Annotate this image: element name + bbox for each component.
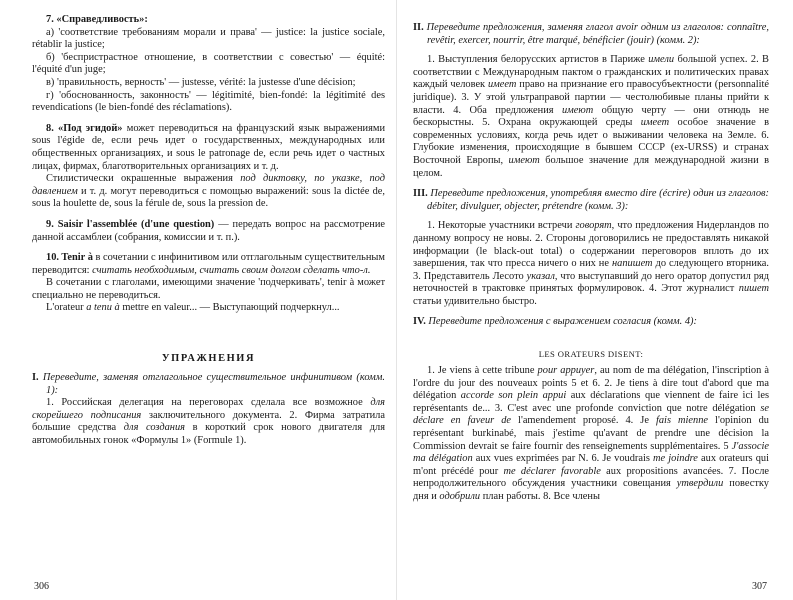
section-7-item-a: а) 'соответствие требованиям морали и права' — justice: la justice sociale, rétablir la justice; [32, 26, 385, 51]
exercise-4-subtitle: LES ORATEURS DISENT: [538, 349, 644, 360]
exercise-1-text: 1. Российская делегация на переговорах сделала все возможное для скорейшего подписания заключительного документа. 2. Фирма затратила большие средства для создания в короткий срок нового двигателя для автомобильных гонок «Формулы 1» (Formule 1). [32, 397, 386, 447]
page-number-right: 307 [752, 581, 767, 592]
section-8-paragraph-2: Стилистически окрашенные выражения под диктовку, по указке, под давлением и т. д. могут переводиться с помощью выражений: sous la dictée de, sous la houlette de, sous la férule de, sous la pression de. [32, 173, 385, 210]
section-7-item-d: г) 'обоснованность, законность' — légitimité, bien-fondé: la légitimité des revendications (le bien-fondé des réclamations). [32, 89, 385, 114]
section-10-paragraph: 10. Tenir à в сочетании с инфинитивом или отглагольным существительным переводится: считать необходимым, считать своим долгом сделать что-л. [32, 252, 385, 276]
section-10-paragraph-2: В сочетании с глаголами, имеющими значение 'подчеркивать', tenir à может специально не переводиться. [32, 277, 385, 301]
exercise-3-text: 1. Некоторые участники встречи говорят, что предложения Нидерландов по данному вопросу не новы. 2. Стороны договорились не предоставлять никакой информации (le black-out total) о содержании переговоров вплоть до их завершения, так что пресса ничего о них не напишет до следующего вторника. 3. Представитель Лесото указал, что выступавший до него оратор допустил ряд неточностей в трактовке принятых формулировок. 4. Этот журналист пишет статьи удивительно быстро. [413, 220, 770, 307]
page-number-left: 306 [34, 581, 49, 592]
section-7-item-b: б) 'беспристрастное отношение, в соответствии с совестью' — équité: l'équité d'un juge; [32, 51, 385, 76]
exercise-1-instruction: I. Переведите, заменяя отглагольное существительное инфинитивом (комм. 1): [32, 372, 385, 396]
exercise-2-instruction: II. Переведите предложения, заменяя глагол avoir одним из глаголов: connaître, revêtir, exercer, nourrir, être marqué, bénéficier (jouir) (комм. 2): [413, 22, 769, 46]
section-9-paragraph: 9. Saisir l'assemblée (d'une question) — передать вопрос на рассмотрение данной ассамблеи (собрания, комиссии и т. п.). [32, 218, 385, 243]
section-10-paragraph-3: L'orateur a tenu à mettre en valeur... — Выступающий подчеркнул... [46, 302, 340, 314]
section-7-heading: 7. «Справедливость»: [46, 14, 148, 25]
exercise-4-instruction: IV. Переведите предложения с выражением согласия (комм. 4): [413, 316, 697, 328]
section-8-paragraph: 8. «Под эгидой» может переводиться на французский язык выражениями sous l'égide de, если речь идет о государственных, международных или общественных организациях, и sous le patronage de, если речь идет о частных лицах, фирмах, благотворительных организациях и т. д. [32, 122, 386, 172]
exercise-3-instruction: III. Переведите предложения, употребляя вместо dire (écrire) один из глаголов: débiter, divulguer, objecter, prétendre (комм. 3): [413, 188, 769, 212]
section-7-item-c: в) 'правильность, верность' — justesse, vérité: la justesse d'une décision; [46, 76, 356, 88]
exercises-heading: УПРАЖНЕНИЯ [161, 353, 256, 365]
right-page [397, 0, 793, 600]
exercise-2-text: 1. Выступления белорусских артистов в Париже имели большой успех. 2. В соответствии с Международным пактом о гражданских и политических правах каждый человек имеет право на признание его правосубъектности (personnalité juridique). 3. У этой ультраправой партии — честолюбивые планы прийти к власти. 4. Оба предложения имеют общую черту — они отнюдь не бескорыстны. 5. Охрана окружающей среды имеет особое значение в современных условиях, когда речь идет о выживании человека на Земле. 6. Глубокие изменения, происходящие в бывшем СССР (ex-URSS) и странах Восточной Европы, имеют большое значение для международной жизни в целом. [413, 54, 769, 179]
exercise-4-text: 1. Je viens à cette tribune pour appuyer, au nom de ma délégation, l'inscription à l'ordre du jour des nouveaux points 5 et 6. 2. Je tiens à dire tout d'abord que ma délégation accorde son plein appui aux déclarations que viennent de faire ici les représentants de... 3. C'est avec une profonde conviction que notre délégation se déclare en faveur de l'amendement proposé. 4. Je fais mienne l'opinion du représentant burkinabé, mais j'estime qu'avant de prendre une décision la Commission devrait se faire fournir des renseignements supplémentaires. 5 J'associe ma délégation aux vues exprimées par N. 6. Je voudrais me joindre aux orateurs qui m'ont précédé pour me déclarer favorable aux propositions avancées. 7. После непродолжительного обсуждения участники совещания утвердили повестку дня и одобрили план работы. 8. Все члены [413, 365, 769, 502]
